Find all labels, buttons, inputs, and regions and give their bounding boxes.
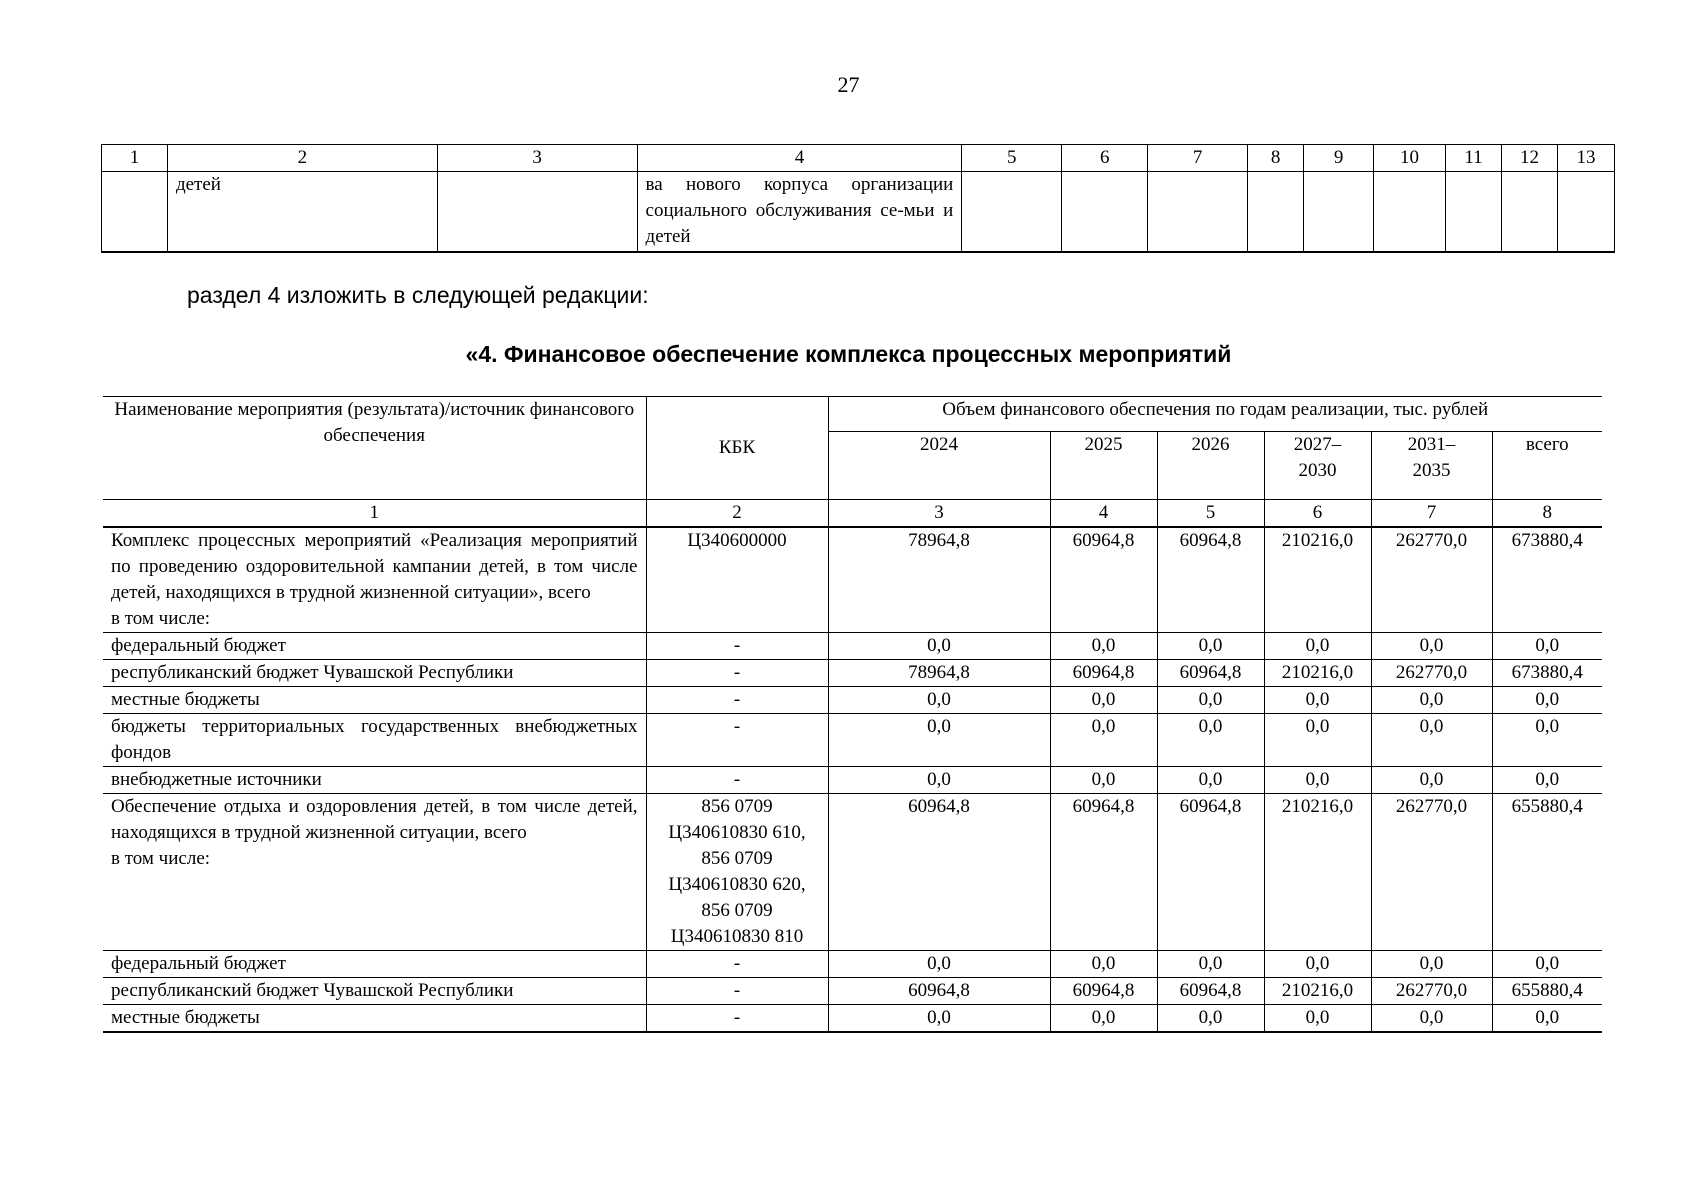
- column-number: 10: [1374, 145, 1446, 172]
- column-number: 11: [1446, 145, 1502, 172]
- row-kbk: -: [646, 1005, 828, 1033]
- row-value: 0,0: [1157, 767, 1264, 794]
- column-number: 3: [437, 145, 637, 172]
- row-value: 262770,0: [1371, 660, 1492, 687]
- row-value: 60964,8: [1050, 978, 1157, 1005]
- row-value: 0,0: [1492, 951, 1602, 978]
- row-value: 655880,4: [1492, 978, 1602, 1005]
- row-value: 0,0: [1157, 714, 1264, 767]
- row-value: 0,0: [1264, 767, 1371, 794]
- row-value: 0,0: [828, 714, 1050, 767]
- row-kbk: -: [646, 633, 828, 660]
- row-value: 0,0: [828, 1005, 1050, 1033]
- row-value: 262770,0: [1371, 794, 1492, 951]
- row-value: 60964,8: [1050, 794, 1157, 951]
- row-value: 0,0: [1371, 767, 1492, 794]
- header-year: 2026: [1157, 431, 1264, 499]
- instruction-text: раздел 4 изложить в следующей редакции:: [187, 282, 649, 308]
- header-row: [103, 397, 1602, 432]
- row-value: 60964,8: [1157, 978, 1264, 1005]
- row-value: 0,0: [1050, 714, 1157, 767]
- column-number: 2: [167, 145, 437, 172]
- row-value: 673880,4: [1492, 660, 1602, 687]
- row-kbk: -: [646, 767, 828, 794]
- row-value: 0,0: [1264, 1005, 1371, 1033]
- row-name: федеральный бюджет: [103, 951, 646, 978]
- row-value: 0,0: [1050, 687, 1157, 714]
- continuation-header-row: [102, 145, 1615, 172]
- table-row: [103, 660, 1602, 687]
- row-value: 0,0: [1371, 633, 1492, 660]
- row-value: 0,0: [1492, 1005, 1602, 1033]
- row-value: 0,0: [1157, 633, 1264, 660]
- row-value: 0,0: [1157, 1005, 1264, 1033]
- row-name: местные бюджеты: [103, 687, 646, 714]
- row-value: 262770,0: [1371, 527, 1492, 633]
- column-number: 12: [1501, 145, 1557, 172]
- row-value: 0,0: [1264, 951, 1371, 978]
- table-row: [103, 794, 1602, 951]
- header-year: всего: [1492, 431, 1602, 499]
- row-value: 0,0: [1157, 687, 1264, 714]
- row-value: 60964,8: [1157, 527, 1264, 633]
- row-value: 0,0: [1371, 951, 1492, 978]
- row-value: 0,0: [1492, 633, 1602, 660]
- row-value: 78964,8: [828, 527, 1050, 633]
- row-value: 0,0: [1492, 767, 1602, 794]
- row-kbk: 856 0709 Ц340610830 610, 856 0709 Ц340610830 620, 856 0709 Ц340610830 810: [646, 794, 828, 951]
- finance-table: [103, 396, 1602, 1033]
- table-row: [103, 687, 1602, 714]
- table-row: [103, 633, 1602, 660]
- table-row: [103, 951, 1602, 978]
- row-kbk: -: [646, 978, 828, 1005]
- table-row: [103, 767, 1602, 794]
- row-name: республиканский бюджет Чувашской Республики: [103, 660, 646, 687]
- cell: [1374, 172, 1446, 252]
- header-year: 2025: [1050, 431, 1157, 499]
- row-value: 0,0: [1371, 687, 1492, 714]
- column-number: 3: [828, 500, 1050, 528]
- column-number: 2: [646, 500, 828, 528]
- row-value: 60964,8: [828, 978, 1050, 1005]
- column-number-row: [103, 500, 1602, 528]
- row-name: республиканский бюджет Чувашской Республики: [103, 978, 646, 1005]
- row-kbk: -: [646, 951, 828, 978]
- row-name: Комплекс процессных мероприятий «Реализация мероприятий по проведению оздоровительной кампании детей, в том числе детей, находящихся в трудной жизненной ситуации», всего в том числе:: [103, 527, 646, 633]
- page-number: 27: [837, 72, 860, 97]
- table-row: [103, 714, 1602, 767]
- header-kbk: КБК: [646, 397, 828, 500]
- cell: [1501, 172, 1557, 252]
- row-value: 210216,0: [1264, 527, 1371, 633]
- row-value: 0,0: [828, 633, 1050, 660]
- column-number: 5: [1157, 500, 1264, 528]
- row-kbk: -: [646, 660, 828, 687]
- row-value: 0,0: [1264, 687, 1371, 714]
- cell: [1248, 172, 1304, 252]
- column-number: 4: [637, 145, 962, 172]
- row-value: 0,0: [1157, 951, 1264, 978]
- row-value: 60964,8: [1157, 794, 1264, 951]
- column-number: 1: [102, 145, 168, 172]
- row-name: бюджеты территориальных государственных внебюджетных фондов: [103, 714, 646, 767]
- cell: ва нового корпуса организации социального обслуживания се-мьи и детей: [637, 172, 962, 252]
- column-number: 5: [962, 145, 1062, 172]
- header-name: Наименование мероприятия (результата)/источник финансового обеспечения: [103, 397, 646, 500]
- cell: [1446, 172, 1502, 252]
- row-value: 0,0: [828, 687, 1050, 714]
- row-name: местные бюджеты: [103, 1005, 646, 1033]
- cell: [1304, 172, 1374, 252]
- column-number: 7: [1148, 145, 1248, 172]
- cell: [1062, 172, 1148, 252]
- column-number: 9: [1304, 145, 1374, 172]
- row-value: 0,0: [1264, 633, 1371, 660]
- row-value: 210216,0: [1264, 978, 1371, 1005]
- cell: [437, 172, 637, 252]
- row-value: 0,0: [1492, 687, 1602, 714]
- continuation-row: [102, 172, 1615, 252]
- column-number: 4: [1050, 500, 1157, 528]
- row-value: 655880,4: [1492, 794, 1602, 951]
- row-kbk: -: [646, 714, 828, 767]
- row-value: 0,0: [1371, 1005, 1492, 1033]
- table-row: [103, 527, 1602, 633]
- row-value: 0,0: [1050, 951, 1157, 978]
- row-value: 0,0: [1050, 633, 1157, 660]
- cell: [962, 172, 1062, 252]
- row-value: 0,0: [1371, 714, 1492, 767]
- row-value: 262770,0: [1371, 978, 1492, 1005]
- row-value: 210216,0: [1264, 660, 1371, 687]
- cell: [1557, 172, 1614, 252]
- cell: детей: [167, 172, 437, 252]
- row-value: 60964,8: [828, 794, 1050, 951]
- column-number: 13: [1557, 145, 1614, 172]
- row-value: 60964,8: [1050, 527, 1157, 633]
- header-volume: Объем финансового обеспечения по годам реализации, тыс. рублей: [828, 397, 1602, 432]
- column-number: 8: [1248, 145, 1304, 172]
- header-year: 2024: [828, 431, 1050, 499]
- row-value: 0,0: [828, 767, 1050, 794]
- row-kbk: -: [646, 687, 828, 714]
- row-value: 60964,8: [1050, 660, 1157, 687]
- row-value: 0,0: [828, 951, 1050, 978]
- cell: [1148, 172, 1248, 252]
- row-kbk: Ц340600000: [646, 527, 828, 633]
- row-value: 0,0: [1050, 1005, 1157, 1033]
- row-value: 0,0: [1264, 714, 1371, 767]
- row-value: 78964,8: [828, 660, 1050, 687]
- row-value: 210216,0: [1264, 794, 1371, 951]
- section-title: «4. Финансовое обеспечение комплекса процессных мероприятий: [465, 341, 1232, 367]
- column-number: 7: [1371, 500, 1492, 528]
- header-year: 2031– 2035: [1371, 431, 1492, 499]
- table-row: [103, 978, 1602, 1005]
- column-number: 1: [103, 500, 646, 528]
- row-name: внебюджетные источники: [103, 767, 646, 794]
- table-row: [103, 1005, 1602, 1033]
- row-value: 60964,8: [1157, 660, 1264, 687]
- row-value: 0,0: [1492, 714, 1602, 767]
- column-number: 6: [1264, 500, 1371, 528]
- row-value: 0,0: [1050, 767, 1157, 794]
- row-value: 673880,4: [1492, 527, 1602, 633]
- column-number: 8: [1492, 500, 1602, 528]
- header-year: 2027– 2030: [1264, 431, 1371, 499]
- column-number: 6: [1062, 145, 1148, 172]
- row-name: Обеспечение отдыха и оздоровления детей, в том числе детей, находящихся в трудной жизненной ситуации, всего в том числе:: [103, 794, 646, 951]
- continuation-table: [101, 144, 1615, 253]
- row-name: федеральный бюджет: [103, 633, 646, 660]
- cell: [102, 172, 168, 252]
